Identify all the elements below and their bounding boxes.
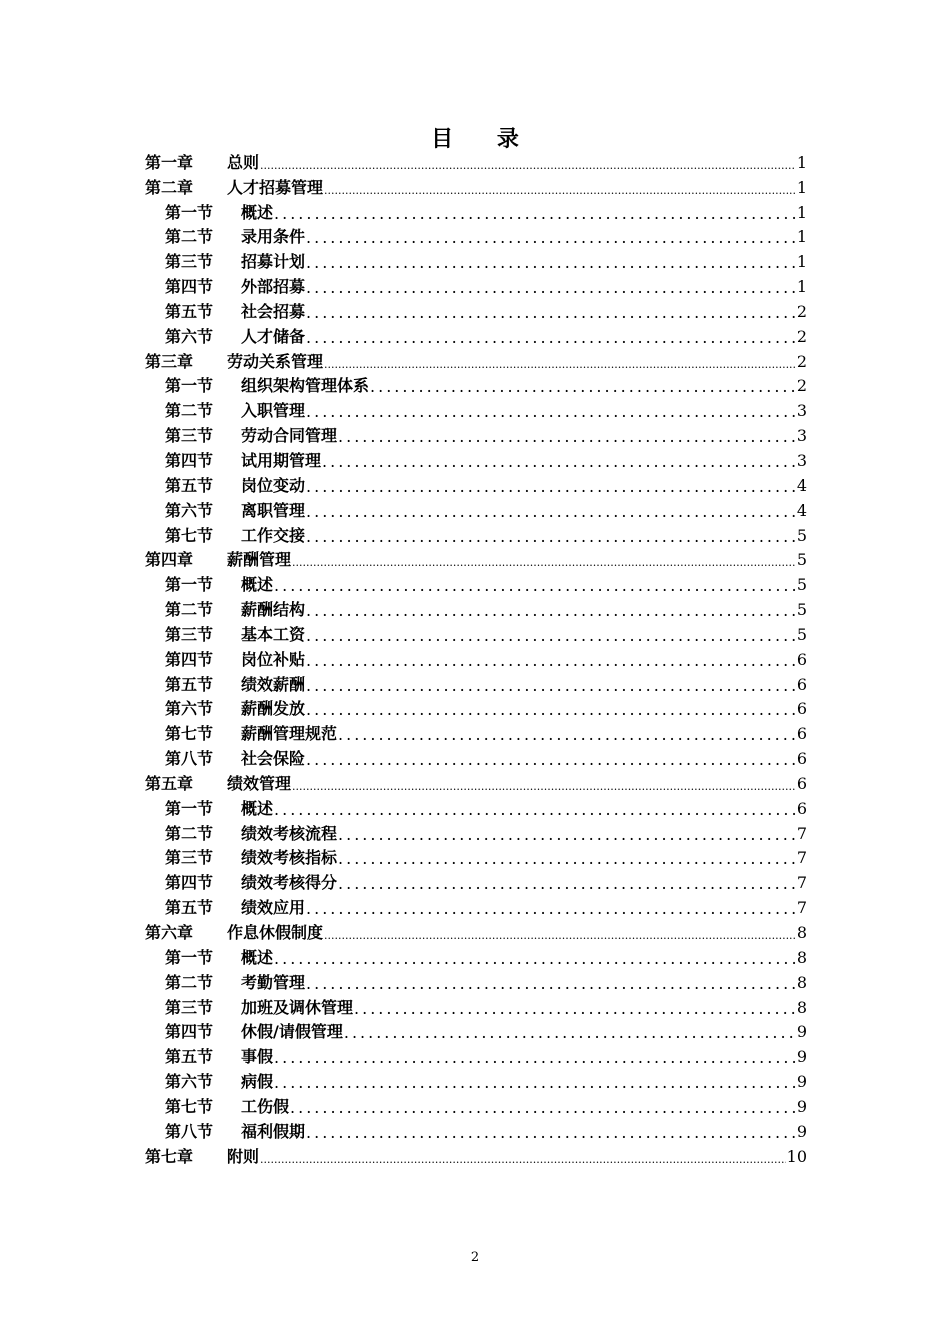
toc-entry-number: 第四章 [145,550,194,570]
dot-leader [306,325,796,349]
toc-entry-page: 5 [796,550,807,570]
toc-entry-number: 第一节 [165,798,214,818]
toc-entry-number: 第三节 [165,426,214,446]
toc-entry-page: 8 [796,923,807,942]
toc-entry-number: 第四节 [165,873,214,893]
dot-leader [292,548,796,572]
toc-section-entry[interactable] [145,870,807,895]
dot-leader [306,399,796,423]
toc-section-entry[interactable] [145,647,807,672]
toc-entry-number: 第六节 [165,500,214,520]
toc-chapter-entry[interactable] [145,1144,807,1169]
toc-entry-number: 第二节 [165,600,214,620]
toc-entry-title: 入职管理 [241,401,306,421]
toc-entry-page: 8 [796,997,807,1017]
toc-section-entry[interactable] [145,895,807,920]
toc-entry-page: 1 [796,177,807,197]
toc-entry-title: 绩效管理 [227,773,292,793]
toc-entry-title: 离职管理 [241,500,306,520]
toc-entry-title: 试用期管理 [241,450,322,470]
toc-entry-title: 薪酬结构 [241,600,306,620]
toc-entry-title: 绩效薪酬 [241,674,306,694]
toc-entry-title: 福利假期 [241,1121,306,1141]
toc-section-entry[interactable] [145,746,807,771]
toc-section-entry[interactable] [145,398,807,423]
dot-leader [306,648,796,672]
dot-leader [354,996,796,1020]
toc-section-entry[interactable] [145,672,807,697]
toc-entry-number: 第四节 [165,1022,214,1042]
toc-entry-title: 人才招募管理 [227,177,324,197]
dot-leader [306,673,796,697]
toc-entry-number: 第三节 [165,624,214,644]
toc-entry-title: 社会保险 [241,749,306,769]
toc-entry-page: 2 [796,326,807,346]
toc-section-entry[interactable] [145,225,807,250]
toc-entry-page: 7 [796,898,807,918]
toc-entry-number: 第一节 [165,202,214,222]
toc-entry-number: 第五节 [165,1047,214,1067]
dot-leader [306,623,796,647]
toc-entry-number: 第五节 [165,475,214,495]
toc-entry-page: 4 [796,500,807,520]
toc-entry-title: 加班及调休管理 [241,997,354,1017]
toc-section-entry[interactable] [145,299,807,324]
toc-section-entry[interactable] [145,523,807,548]
toc-entry-title: 概述 [241,202,274,222]
toc-entry-page: 1 [796,277,807,297]
toc-entry-title: 绩效考核指标 [241,848,338,868]
dot-leader [274,1070,796,1094]
dot-leader [306,896,796,920]
toc-section-entry[interactable] [145,1044,807,1069]
toc-entry-number: 第五节 [165,898,214,918]
toc-section-entry[interactable] [145,1119,807,1144]
toc-entry-page: 7 [796,823,807,843]
toc-chapter-entry[interactable] [145,150,807,175]
toc-chapter-entry[interactable] [145,175,807,200]
dot-leader [274,1045,796,1069]
dot-leader [260,1145,786,1169]
toc-entry-title: 工作交接 [241,525,306,545]
toc-section-entry[interactable] [145,448,807,473]
toc-section-entry[interactable] [145,622,807,647]
toc-entry-title: 附则 [227,1146,260,1166]
toc-entry-title: 休假/请假管理 [241,1022,343,1042]
dot-leader [292,772,796,796]
toc-section-entry[interactable] [145,498,807,523]
toc-entry-page: 6 [796,724,807,744]
dot-leader [370,374,796,398]
toc-section-entry[interactable] [145,821,807,846]
dot-leader [324,350,796,374]
toc-entry-number: 第一节 [165,376,214,396]
dot-leader [306,1120,796,1144]
page-number: 2 [470,1250,480,1265]
toc-entry-title: 绩效考核流程 [241,823,338,843]
toc-entry-title: 薪酬管理 [227,550,292,570]
toc-entry-page: 1 [796,152,807,172]
toc-section-entry[interactable] [145,697,807,722]
toc-entry-number: 第四节 [165,277,214,297]
toc-entry-number: 第四节 [165,649,214,669]
toc-entry-page: 9 [796,1121,807,1141]
toc-entry-page: 6 [796,699,807,719]
toc-section-entry[interactable] [145,1069,807,1094]
toc-entry-number: 第三节 [165,997,214,1017]
toc-entry-number: 第五节 [165,674,214,694]
toc-entry-number: 第六节 [165,326,214,346]
toc-entry-page: 9 [796,1072,807,1092]
toc-entry-page: 6 [796,649,807,669]
toc-entry-page: 8 [796,947,807,967]
dot-leader [274,797,796,821]
toc-section-entry[interactable] [145,970,807,995]
toc-entry-page: 6 [796,674,807,694]
toc-entry-page: 9 [796,1047,807,1067]
toc-entry-number: 第六章 [145,923,194,942]
dot-leader [306,300,796,324]
toc-entry-title: 作息休假制度 [227,923,324,942]
toc-entry-page: 4 [796,475,807,495]
toc-section-entry[interactable] [145,721,807,746]
toc-entry-number: 第二节 [165,823,214,843]
toc-entry-page: 6 [796,749,807,769]
toc-entry-title: 组织架构管理体系 [241,376,370,396]
toc-entry-number: 第五节 [165,301,214,321]
toc-title: 目 录 [431,126,537,152]
toc-section-entry[interactable] [145,274,807,299]
toc-entry-number: 第一章 [145,152,194,172]
toc-entry-number: 第八节 [165,1121,214,1141]
toc-section-entry[interactable] [145,597,807,622]
dot-leader [290,1095,796,1119]
dot-leader [306,697,796,721]
toc-entry-title: 事假 [241,1047,274,1067]
dot-leader [274,573,796,597]
toc-entry-number: 第七节 [165,525,214,545]
toc-entry-title: 社会招募 [241,301,306,321]
toc-chapter-entry[interactable] [145,349,807,374]
toc-entry-title: 考勤管理 [241,972,306,992]
toc-entry-title: 绩效考核得分 [241,873,338,893]
toc-entry-title: 薪酬发放 [241,699,306,719]
toc-entry-number: 第七节 [165,724,214,744]
toc-entry-title: 劳动合同管理 [241,426,338,446]
toc-entry-number: 第二节 [165,227,214,247]
toc-entry-page: 3 [796,450,807,470]
toc-entry-title: 概述 [241,798,274,818]
toc-entry-number: 第七节 [165,1096,214,1116]
toc-section-entry[interactable] [145,796,807,821]
toc-entry-number: 第三节 [165,252,214,272]
toc-entry-page: 2 [796,376,807,396]
table-of-contents [145,150,807,1169]
toc-entry-title: 绩效应用 [241,898,306,918]
toc-entry-page: 10 [786,1146,807,1166]
toc-entry-title: 劳动关系管理 [227,351,324,371]
toc-entry-page: 6 [796,773,807,793]
toc-entry-page: 3 [796,401,807,421]
toc-section-entry[interactable] [145,324,807,349]
dot-leader [306,275,796,299]
dot-leader [338,424,796,448]
toc-entry-number: 第三节 [165,848,214,868]
toc-entry-title: 岗位补贴 [241,649,306,669]
toc-entry-title: 人才储备 [241,326,306,346]
toc-entry-page: 5 [796,525,807,545]
toc-entry-page: 7 [796,873,807,893]
toc-entry-number: 第六节 [165,699,214,719]
toc-section-entry[interactable] [145,200,807,225]
dot-leader [306,747,796,771]
toc-entry-number: 第一节 [165,947,214,967]
toc-entry-page: 5 [796,575,807,595]
toc-entry-page: 9 [796,1096,807,1116]
toc-section-entry[interactable] [145,473,807,498]
toc-entry-number: 第二节 [165,401,214,421]
toc-section-entry[interactable] [145,1094,807,1119]
toc-entry-number: 第五章 [145,773,194,793]
dot-leader [306,250,796,274]
toc-chapter-entry[interactable] [145,548,807,573]
toc-entry-number: 第二章 [145,177,194,197]
dot-leader [324,921,796,945]
toc-entry-page: 1 [796,202,807,222]
toc-entry-title: 病假 [241,1072,274,1092]
dot-leader [322,449,796,473]
toc-entry-number: 第一节 [165,575,214,595]
dot-leader [274,946,796,970]
dot-leader [338,871,796,895]
toc-entry-page: 2 [796,301,807,321]
toc-entry-title: 外部招募 [241,277,306,297]
toc-chapter-entry[interactable] [145,771,807,796]
toc-entry-title: 基本工资 [241,624,306,644]
toc-entry-title: 工伤假 [241,1096,290,1116]
toc-entry-page: 1 [796,227,807,247]
dot-leader [344,1020,796,1044]
toc-entry-page: 8 [796,972,807,992]
toc-entry-page: 2 [796,351,807,371]
toc-entry-page: 6 [796,798,807,818]
dot-leader [338,846,796,870]
toc-entry-title: 薪酬管理规范 [241,724,338,744]
toc-chapter-entry[interactable] [145,920,807,945]
toc-entry-number: 第八节 [165,749,214,769]
toc-entry-title: 录用条件 [241,227,306,247]
dot-leader [306,524,796,548]
toc-section-entry[interactable] [145,249,807,274]
dot-leader [324,176,796,200]
toc-entry-number: 第四节 [165,450,214,470]
dot-leader [274,201,796,225]
toc-section-entry[interactable] [145,572,807,597]
toc-entry-page: 5 [796,600,807,620]
toc-entry-number: 第六节 [165,1072,214,1092]
toc-entry-page: 7 [796,848,807,868]
toc-entry-title: 概述 [241,947,274,967]
toc-entry-title: 岗位变动 [241,475,306,495]
toc-entry-title: 概述 [241,575,274,595]
toc-section-entry[interactable] [145,945,807,970]
toc-entry-number: 第七章 [145,1146,194,1166]
toc-section-entry[interactable] [145,846,807,871]
toc-entry-title: 总则 [227,152,260,172]
dot-leader [260,151,796,175]
toc-section-entry[interactable] [145,423,807,448]
toc-entry-page: 3 [796,426,807,446]
toc-section-entry[interactable] [145,995,807,1020]
toc-entry-page: 5 [796,624,807,644]
toc-entry-page: 9 [796,1022,807,1042]
toc-entry-title: 招募计划 [241,252,306,272]
toc-entry-number: 第二节 [165,972,214,992]
dot-leader [306,225,796,249]
dot-leader [306,499,796,523]
dot-leader [306,474,796,498]
toc-section-entry[interactable] [145,1020,807,1045]
dot-leader [338,822,796,846]
toc-entry-page: 1 [796,252,807,272]
dot-leader [306,598,796,622]
dot-leader [306,971,796,995]
dot-leader [338,722,796,746]
toc-entry-number: 第三章 [145,351,194,371]
toc-section-entry[interactable] [145,374,807,399]
